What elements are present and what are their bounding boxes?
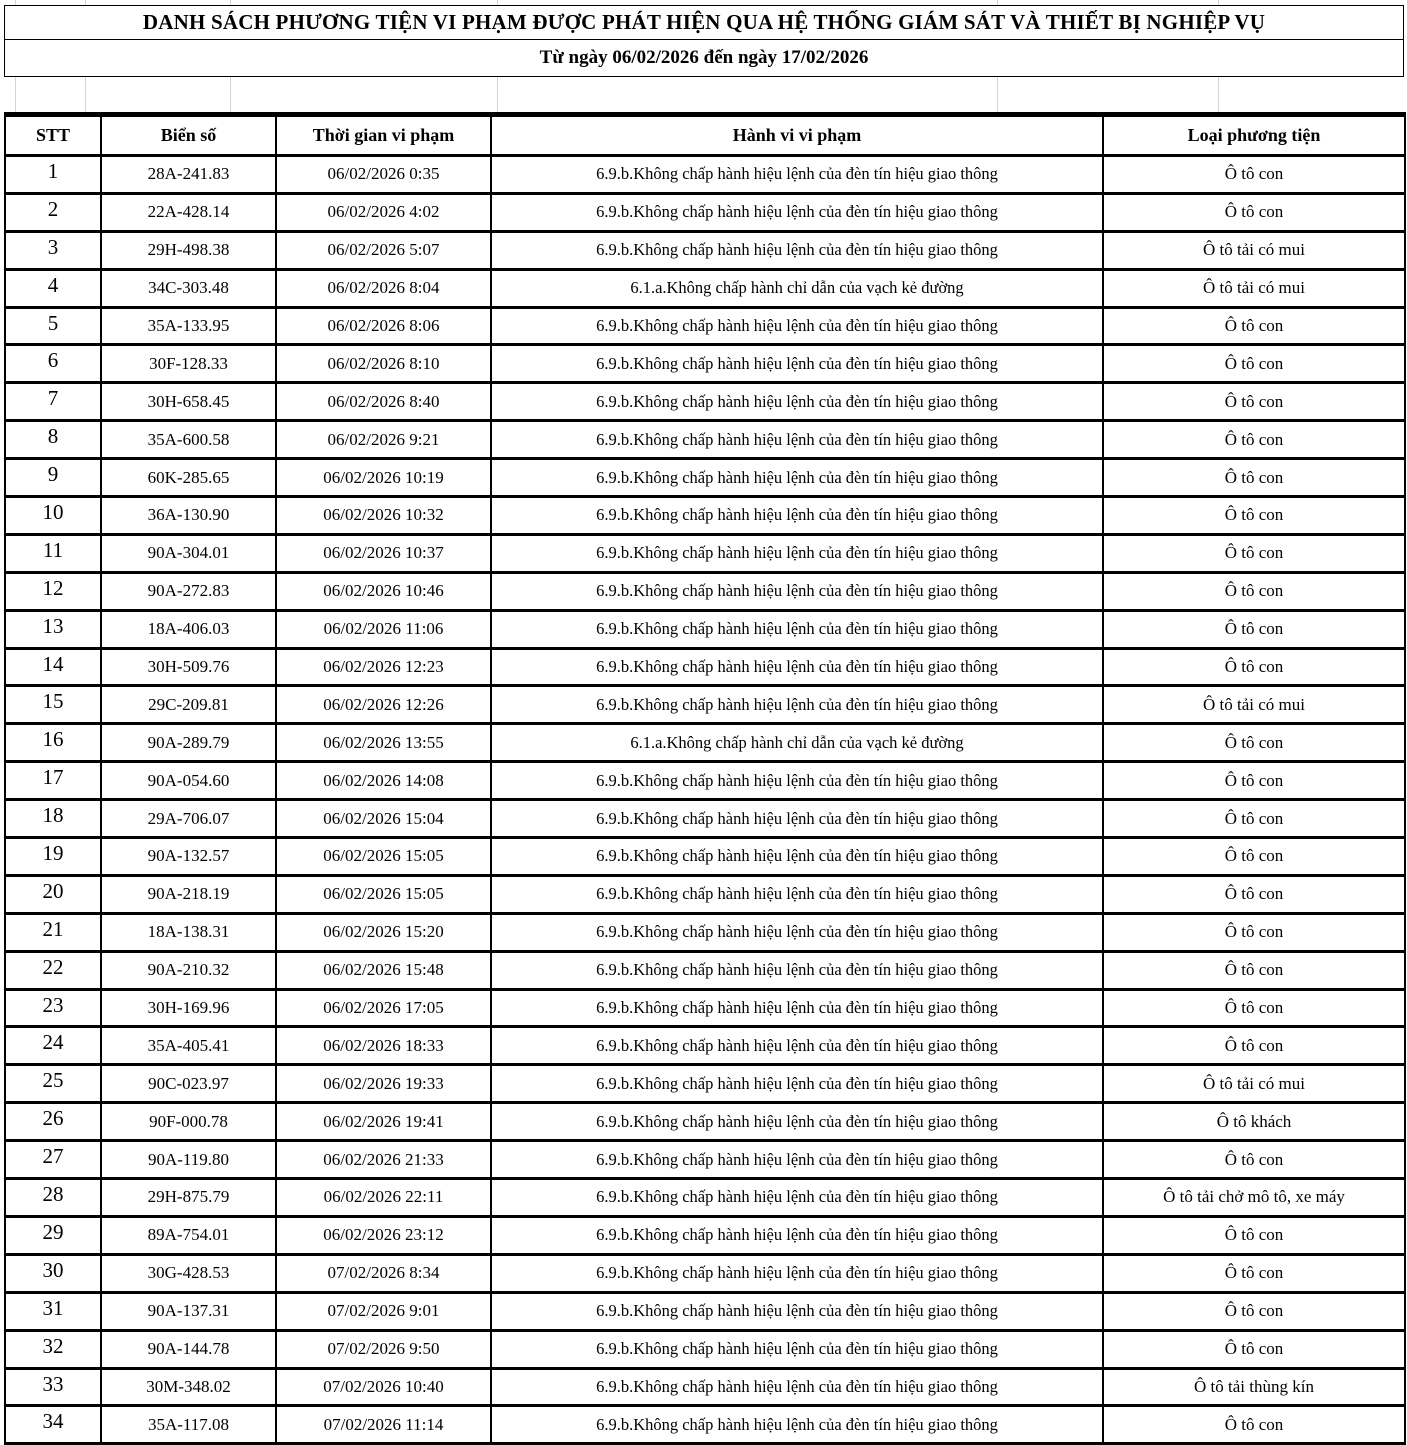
violation-cell[interactable]: 6.9.b.Không chấp hành hiệu lệnh của đèn tín hiệu giao thông: [491, 572, 1103, 610]
plate-cell[interactable]: 30G-428.53: [101, 1254, 276, 1292]
table-row: [5, 231, 1405, 269]
time-cell[interactable]: 06/02/2026 13:55: [276, 724, 491, 762]
table-row: [5, 497, 1405, 535]
vehicle-cell[interactable]: Ô tô con: [1103, 1330, 1405, 1368]
violation-cell[interactable]: 6.9.b.Không chấp hành hiệu lệnh của đèn tín hiệu giao thông: [491, 1330, 1103, 1368]
table-row: [5, 421, 1405, 459]
plate-cell[interactable]: 35A-600.58: [101, 421, 276, 459]
gridline: [230, 77, 231, 112]
table-row: [5, 1254, 1405, 1292]
plate-cell[interactable]: 90C-023.97: [101, 1065, 276, 1103]
stt-cell[interactable]: 31: [5, 1292, 101, 1330]
vehicle-cell[interactable]: Ô tô con: [1103, 989, 1405, 1027]
vehicle-cell[interactable]: Ô tô con: [1103, 534, 1405, 572]
plate-cell[interactable]: 22A-428.14: [101, 193, 276, 231]
vehicle-cell[interactable]: Ô tô khách: [1103, 1103, 1405, 1141]
plate-cell[interactable]: 18A-138.31: [101, 913, 276, 951]
plate-cell[interactable]: 90A-137.31: [101, 1292, 276, 1330]
table-row: [5, 345, 1405, 383]
vehicle-cell[interactable]: Ô tô con: [1103, 1141, 1405, 1179]
time-cell[interactable]: 06/02/2026 11:06: [276, 610, 491, 648]
violation-cell[interactable]: 6.1.a.Không chấp hành chỉ dẫn của vạch kẻ đường: [491, 724, 1103, 762]
time-cell[interactable]: 07/02/2026 11:14: [276, 1406, 491, 1444]
violation-cell[interactable]: 6.9.b.Không chấp hành hiệu lệnh của đèn tín hiệu giao thông: [491, 1103, 1103, 1141]
gridline: [85, 0, 86, 5]
report-date-range: Từ ngày 06/02/2026 đến ngày 17/02/2026: [4, 40, 1404, 77]
plate-cell[interactable]: 90A-144.78: [101, 1330, 276, 1368]
vehicle-cell[interactable]: Ô tô con: [1103, 383, 1405, 421]
header-vehicle: Loại phương tiện: [1103, 115, 1405, 156]
table-row: [5, 383, 1405, 421]
violation-cell[interactable]: 6.9.b.Không chấp hành hiệu lệnh của đèn tín hiệu giao thông: [491, 1292, 1103, 1330]
stt-cell[interactable]: 1: [5, 156, 101, 194]
violation-cell[interactable]: 6.9.b.Không chấp hành hiệu lệnh của đèn tín hiệu giao thông: [491, 1179, 1103, 1217]
time-cell[interactable]: 06/02/2026 19:41: [276, 1103, 491, 1141]
time-cell[interactable]: 06/02/2026 15:20: [276, 913, 491, 951]
table-row: [5, 269, 1405, 307]
table-row: [5, 1330, 1405, 1368]
plate-cell[interactable]: 29A-706.07: [101, 800, 276, 838]
time-cell[interactable]: 06/02/2026 10:19: [276, 459, 491, 497]
stt-cell[interactable]: 10: [5, 497, 101, 535]
plate-cell[interactable]: 30M-348.02: [101, 1368, 276, 1406]
stt-cell[interactable]: 7: [5, 383, 101, 421]
plate-cell[interactable]: 35A-405.41: [101, 1027, 276, 1065]
time-cell[interactable]: 07/02/2026 9:01: [276, 1292, 491, 1330]
plate-cell[interactable]: 90A-289.79: [101, 724, 276, 762]
vehicle-cell[interactable]: Ô tô con: [1103, 951, 1405, 989]
stt-cell[interactable]: 8: [5, 421, 101, 459]
table-row: [5, 648, 1405, 686]
violation-cell[interactable]: 6.9.b.Không chấp hành hiệu lệnh của đèn tín hiệu giao thông: [491, 421, 1103, 459]
table-row: [5, 800, 1405, 838]
vehicle-cell[interactable]: Ô tô con: [1103, 913, 1405, 951]
vehicle-cell[interactable]: Ô tô tải chở mô tô, xe máy: [1103, 1179, 1405, 1217]
time-cell[interactable]: 06/02/2026 15:48: [276, 951, 491, 989]
violation-cell[interactable]: 6.9.b.Không chấp hành hiệu lệnh của đèn tín hiệu giao thông: [491, 686, 1103, 724]
vehicle-cell[interactable]: Ô tô con: [1103, 572, 1405, 610]
vehicle-cell[interactable]: Ô tô tải thùng kín: [1103, 1368, 1405, 1406]
header-stt: STT: [5, 115, 101, 156]
violation-cell[interactable]: 6.9.b.Không chấp hành hiệu lệnh của đèn tín hiệu giao thông: [491, 989, 1103, 1027]
violation-table: [4, 112, 1406, 1445]
stt-cell[interactable]: 3: [5, 231, 101, 269]
table-row: [5, 1103, 1405, 1141]
violation-cell[interactable]: 6.1.a.Không chấp hành chỉ dẫn của vạch kẻ đường: [491, 269, 1103, 307]
violation-cell[interactable]: 6.9.b.Không chấp hành hiệu lệnh của đèn tín hiệu giao thông: [491, 875, 1103, 913]
table-row: [5, 686, 1405, 724]
vehicle-cell[interactable]: Ô tô con: [1103, 875, 1405, 913]
stt-cell[interactable]: 30: [5, 1254, 101, 1292]
time-cell[interactable]: 06/02/2026 10:46: [276, 572, 491, 610]
violation-cell[interactable]: 6.9.b.Không chấp hành hiệu lệnh của đèn tín hiệu giao thông: [491, 231, 1103, 269]
vehicle-cell[interactable]: Ô tô tải có mui: [1103, 1065, 1405, 1103]
plate-cell[interactable]: 30H-509.76: [101, 648, 276, 686]
vehicle-cell[interactable]: Ô tô con: [1103, 156, 1405, 194]
plate-cell[interactable]: 60K-285.65: [101, 459, 276, 497]
stt-cell[interactable]: 23: [5, 989, 101, 1027]
plate-cell[interactable]: 90A-119.80: [101, 1141, 276, 1179]
table-row: [5, 875, 1405, 913]
table-header-row: [5, 115, 1405, 156]
time-cell[interactable]: 06/02/2026 14:08: [276, 762, 491, 800]
vehicle-cell[interactable]: Ô tô con: [1103, 1027, 1405, 1065]
stt-cell[interactable]: 20: [5, 875, 101, 913]
gridline: [15, 77, 16, 112]
gridline: [497, 0, 498, 5]
stt-cell[interactable]: 4: [5, 269, 101, 307]
header-time: Thời gian vi phạm: [276, 115, 491, 156]
plate-cell[interactable]: 90A-272.83: [101, 572, 276, 610]
violation-cell[interactable]: 6.9.b.Không chấp hành hiệu lệnh của đèn tín hiệu giao thông: [491, 1406, 1103, 1444]
time-cell[interactable]: 06/02/2026 23:12: [276, 1216, 491, 1254]
plate-cell[interactable]: 90A-218.19: [101, 875, 276, 913]
table-row: [5, 572, 1405, 610]
plate-cell[interactable]: 90A-054.60: [101, 762, 276, 800]
time-cell[interactable]: 06/02/2026 18:33: [276, 1027, 491, 1065]
vehicle-cell[interactable]: Ô tô con: [1103, 838, 1405, 876]
violation-cell[interactable]: 6.9.b.Không chấp hành hiệu lệnh của đèn tín hiệu giao thông: [491, 193, 1103, 231]
plate-cell[interactable]: 29H-498.38: [101, 231, 276, 269]
table-row: [5, 1141, 1405, 1179]
vehicle-cell[interactable]: Ô tô con: [1103, 1406, 1405, 1444]
violation-cell[interactable]: 6.9.b.Không chấp hành hiệu lệnh của đèn tín hiệu giao thông: [491, 610, 1103, 648]
plate-cell[interactable]: 29H-875.79: [101, 1179, 276, 1217]
stt-cell[interactable]: 13: [5, 610, 101, 648]
violation-table-body: [5, 156, 1405, 1444]
violation-cell[interactable]: 6.9.b.Không chấp hành hiệu lệnh của đèn tín hiệu giao thông: [491, 345, 1103, 383]
stt-cell[interactable]: 25: [5, 1065, 101, 1103]
time-cell[interactable]: 06/02/2026 22:11: [276, 1179, 491, 1217]
violation-cell[interactable]: 6.9.b.Không chấp hành hiệu lệnh của đèn tín hiệu giao thông: [491, 156, 1103, 194]
violation-cell[interactable]: 6.9.b.Không chấp hành hiệu lệnh của đèn tín hiệu giao thông: [491, 307, 1103, 345]
violation-cell[interactable]: 6.9.b.Không chấp hành hiệu lệnh của đèn tín hiệu giao thông: [491, 1216, 1103, 1254]
table-row: [5, 1065, 1405, 1103]
vehicle-cell[interactable]: Ô tô con: [1103, 1216, 1405, 1254]
table-row: [5, 838, 1405, 876]
table-row: [5, 193, 1405, 231]
plate-cell[interactable]: 29C-209.81: [101, 686, 276, 724]
time-cell[interactable]: 06/02/2026 15:04: [276, 800, 491, 838]
stt-cell[interactable]: 26: [5, 1103, 101, 1141]
time-cell[interactable]: 06/02/2026 8:04: [276, 269, 491, 307]
plate-cell[interactable]: 89A-754.01: [101, 1216, 276, 1254]
vehicle-cell[interactable]: Ô tô tải có mui: [1103, 269, 1405, 307]
stt-cell[interactable]: 22: [5, 951, 101, 989]
stt-cell[interactable]: 27: [5, 1141, 101, 1179]
gridline: [1218, 77, 1219, 112]
plate-cell[interactable]: 18A-406.03: [101, 610, 276, 648]
stt-cell[interactable]: 15: [5, 686, 101, 724]
violation-cell[interactable]: 6.9.b.Không chấp hành hiệu lệnh của đèn tín hiệu giao thông: [491, 800, 1103, 838]
header-plate: Biển số: [101, 115, 276, 156]
stt-cell[interactable]: 24: [5, 1027, 101, 1065]
gridline: [997, 77, 998, 112]
gridline: [230, 0, 231, 5]
plate-cell[interactable]: 90A-132.57: [101, 838, 276, 876]
time-cell[interactable]: 06/02/2026 0:35: [276, 156, 491, 194]
plate-cell[interactable]: 90A-304.01: [101, 534, 276, 572]
stt-cell[interactable]: 32: [5, 1330, 101, 1368]
gap-gridline-strip: [0, 77, 1407, 112]
plate-cell[interactable]: 30H-169.96: [101, 989, 276, 1027]
stt-cell[interactable]: 34: [5, 1406, 101, 1444]
top-gridline-strip: [0, 0, 1407, 5]
vehicle-cell[interactable]: Ô tô con: [1103, 1292, 1405, 1330]
table-row: [5, 610, 1405, 648]
violation-cell[interactable]: 6.9.b.Không chấp hành hiệu lệnh của đèn tín hiệu giao thông: [491, 1027, 1103, 1065]
violation-cell[interactable]: 6.9.b.Không chấp hành hiệu lệnh của đèn tín hiệu giao thông: [491, 383, 1103, 421]
vehicle-cell[interactable]: Ô tô con: [1103, 497, 1405, 535]
table-row: [5, 1216, 1405, 1254]
violation-cell[interactable]: 6.9.b.Không chấp hành hiệu lệnh của đèn tín hiệu giao thông: [491, 1065, 1103, 1103]
time-cell[interactable]: 06/02/2026 8:10: [276, 345, 491, 383]
stt-cell[interactable]: 18: [5, 800, 101, 838]
gridline: [15, 0, 16, 5]
vehicle-cell[interactable]: Ô tô tải có mui: [1103, 686, 1405, 724]
stt-cell[interactable]: 6: [5, 345, 101, 383]
stt-cell[interactable]: 9: [5, 459, 101, 497]
table-row: [5, 913, 1405, 951]
vehicle-cell[interactable]: Ô tô tải có mui: [1103, 231, 1405, 269]
time-cell[interactable]: 06/02/2026 10:32: [276, 497, 491, 535]
stt-cell[interactable]: 11: [5, 534, 101, 572]
vehicle-cell[interactable]: Ô tô con: [1103, 345, 1405, 383]
stt-cell[interactable]: 19: [5, 838, 101, 876]
time-cell[interactable]: 06/02/2026 9:21: [276, 421, 491, 459]
violation-cell[interactable]: 6.9.b.Không chấp hành hiệu lệnh của đèn tín hiệu giao thông: [491, 497, 1103, 535]
violation-cell[interactable]: 6.9.b.Không chấp hành hiệu lệnh của đèn tín hiệu giao thông: [491, 1254, 1103, 1292]
table-row: [5, 724, 1405, 762]
gridline: [997, 0, 998, 5]
time-cell[interactable]: 06/02/2026 4:02: [276, 193, 491, 231]
plate-cell[interactable]: 90A-210.32: [101, 951, 276, 989]
violation-cell[interactable]: 6.9.b.Không chấp hành hiệu lệnh của đèn tín hiệu giao thông: [491, 1141, 1103, 1179]
table-row: [5, 459, 1405, 497]
time-cell[interactable]: 06/02/2026 15:05: [276, 838, 491, 876]
time-cell[interactable]: 07/02/2026 9:50: [276, 1330, 491, 1368]
violation-cell[interactable]: 6.9.b.Không chấp hành hiệu lệnh của đèn tín hiệu giao thông: [491, 951, 1103, 989]
time-cell[interactable]: 06/02/2026 19:33: [276, 1065, 491, 1103]
violation-cell[interactable]: 6.9.b.Không chấp hành hiệu lệnh của đèn tín hiệu giao thông: [491, 1368, 1103, 1406]
stt-cell[interactable]: 17: [5, 762, 101, 800]
table-row: [5, 762, 1405, 800]
time-cell[interactable]: 06/02/2026 21:33: [276, 1141, 491, 1179]
stt-cell[interactable]: 21: [5, 913, 101, 951]
time-cell[interactable]: 06/02/2026 17:05: [276, 989, 491, 1027]
table-row: [5, 1179, 1405, 1217]
table-row: [5, 989, 1405, 1027]
stt-cell[interactable]: 29: [5, 1216, 101, 1254]
plate-cell[interactable]: 36A-130.90: [101, 497, 276, 535]
report-title: DANH SÁCH PHƯƠNG TIỆN VI PHẠM ĐƯỢC PHÁT HIỆN QUA HỆ THỐNG GIÁM SÁT VÀ THIẾT BỊ NGHIỆP VỤ: [4, 5, 1404, 40]
stt-cell[interactable]: 14: [5, 648, 101, 686]
vehicle-cell[interactable]: Ô tô con: [1103, 307, 1405, 345]
time-cell[interactable]: 07/02/2026 8:34: [276, 1254, 491, 1292]
violation-cell[interactable]: 6.9.b.Không chấp hành hiệu lệnh của đèn tín hiệu giao thông: [491, 534, 1103, 572]
violation-cell[interactable]: 6.9.b.Không chấp hành hiệu lệnh của đèn tín hiệu giao thông: [491, 459, 1103, 497]
table-row: [5, 1292, 1405, 1330]
gridline: [1218, 0, 1219, 5]
time-cell[interactable]: 06/02/2026 5:07: [276, 231, 491, 269]
time-cell[interactable]: 06/02/2026 12:23: [276, 648, 491, 686]
time-cell[interactable]: 06/02/2026 15:05: [276, 875, 491, 913]
vehicle-cell[interactable]: Ô tô con: [1103, 610, 1405, 648]
stt-cell[interactable]: 12: [5, 572, 101, 610]
vehicle-cell[interactable]: Ô tô con: [1103, 724, 1405, 762]
stt-cell[interactable]: 33: [5, 1368, 101, 1406]
plate-cell[interactable]: 30F-128.33: [101, 345, 276, 383]
vehicle-cell[interactable]: Ô tô con: [1103, 648, 1405, 686]
time-cell[interactable]: 06/02/2026 8:40: [276, 383, 491, 421]
vehicle-cell[interactable]: Ô tô con: [1103, 1254, 1405, 1292]
stt-cell[interactable]: 28: [5, 1179, 101, 1217]
plate-cell[interactable]: 34C-303.48: [101, 269, 276, 307]
vehicle-cell[interactable]: Ô tô con: [1103, 421, 1405, 459]
vehicle-cell[interactable]: Ô tô con: [1103, 800, 1405, 838]
stt-cell[interactable]: 16: [5, 724, 101, 762]
violation-cell[interactable]: 6.9.b.Không chấp hành hiệu lệnh của đèn tín hiệu giao thông: [491, 913, 1103, 951]
table-row: [5, 534, 1405, 572]
time-cell[interactable]: 06/02/2026 12:26: [276, 686, 491, 724]
table-row: [5, 1027, 1405, 1065]
plate-cell[interactable]: 35A-133.95: [101, 307, 276, 345]
plate-cell[interactable]: 30H-658.45: [101, 383, 276, 421]
table-row: [5, 1368, 1405, 1406]
violation-cell[interactable]: 6.9.b.Không chấp hành hiệu lệnh của đèn tín hiệu giao thông: [491, 838, 1103, 876]
stt-cell[interactable]: 5: [5, 307, 101, 345]
time-cell[interactable]: 07/02/2026 10:40: [276, 1368, 491, 1406]
plate-cell[interactable]: 90F-000.78: [101, 1103, 276, 1141]
table-row: [5, 307, 1405, 345]
gridline: [85, 77, 86, 112]
vehicle-cell[interactable]: Ô tô con: [1103, 459, 1405, 497]
time-cell[interactable]: 06/02/2026 10:37: [276, 534, 491, 572]
stt-cell[interactable]: 2: [5, 193, 101, 231]
violation-cell[interactable]: 6.9.b.Không chấp hành hiệu lệnh của đèn tín hiệu giao thông: [491, 762, 1103, 800]
table-row: [5, 156, 1405, 194]
plate-cell[interactable]: 35A-117.08: [101, 1406, 276, 1444]
plate-cell[interactable]: 28A-241.83: [101, 156, 276, 194]
violation-cell[interactable]: 6.9.b.Không chấp hành hiệu lệnh của đèn tín hiệu giao thông: [491, 648, 1103, 686]
header-violation: Hành vi vi phạm: [491, 115, 1103, 156]
time-cell[interactable]: 06/02/2026 8:06: [276, 307, 491, 345]
table-row: [5, 1406, 1405, 1444]
gridline: [497, 77, 498, 112]
table-row: [5, 951, 1405, 989]
vehicle-cell[interactable]: Ô tô con: [1103, 762, 1405, 800]
vehicle-cell[interactable]: Ô tô con: [1103, 193, 1405, 231]
